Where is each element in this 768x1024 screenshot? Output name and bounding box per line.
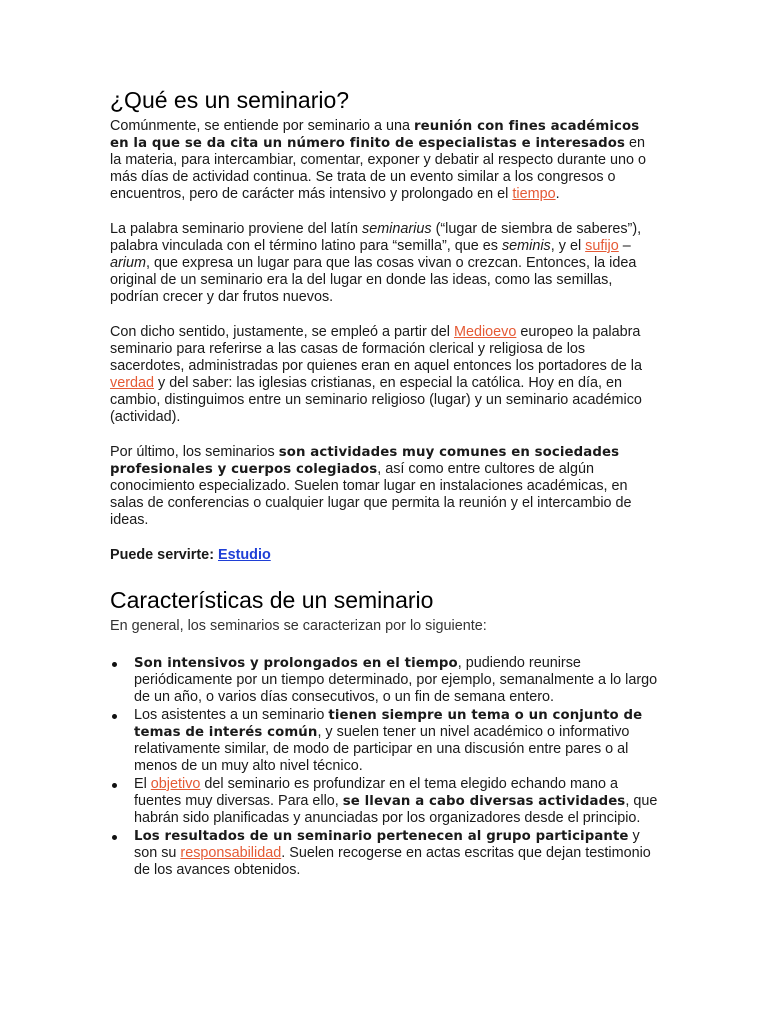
text-run: y son su bbox=[134, 828, 640, 861]
text-run: , y suelen tener un nivel académico o informativo relativamente similar, de modo de participar en una discusión entre pares o al menos de un muy alto nivel técnico. bbox=[134, 724, 630, 774]
italic-text: seminarius bbox=[362, 221, 432, 237]
paragraph-intro: En general, los seminarios se caracterizan por lo siguiente: bbox=[110, 618, 487, 634]
see-also bbox=[110, 547, 658, 564]
bold-text: Los resultados de un seminario pertenecen al grupo participante bbox=[134, 829, 629, 844]
link-medioevo[interactable]: Medioevo bbox=[453, 324, 517, 340]
link-responsabilidad[interactable]: responsabilidad bbox=[180, 845, 282, 861]
text-run: del seminario es profundizar en el tema elegido echando mano a fuentes muy diversas. Para ello, bbox=[134, 776, 618, 809]
bold-text: reunión con fines académicos en la que se da cita un número finito de especialistas e interesados bbox=[110, 119, 640, 151]
bold-text: son actividades muy comunes en sociedades profesionales y cuerpos colegiados bbox=[110, 445, 620, 477]
text-run: . bbox=[555, 186, 560, 202]
text-run: Comúnmente, se entiende por seminario a una bbox=[110, 118, 414, 134]
section-heading-que-es: ¿Qué es un seminario? bbox=[110, 87, 350, 113]
text-run: . Suelen recogerse en actas escritas que dejan testimonio de los avances obtenidos. bbox=[134, 845, 651, 878]
text-run: , que habrán sido planificadas y anunciadas por los organizadores desde el principio. bbox=[134, 793, 658, 826]
list-item bbox=[110, 776, 658, 827]
text-run: , pudiendo reunirse periódicamente por un tiempo determinado, por ejemplo, semanalmente a lo largo de un año, o varios días consecutivos, o un fin de semana entero. bbox=[134, 655, 658, 705]
text-run: y del saber: las iglesias cristianas, en especial la católica. Hoy en día, en cambio, distinguimos entre un seminario religioso (lugar) y un seminario académico (actividad). bbox=[110, 375, 642, 425]
text-run: europeo la palabra seminario para referirse a las casas de formación clerical y religiosa de los sacerdotes, administradas por quienes eran en aquel entonces los portadores de la bbox=[110, 324, 642, 374]
paragraph-etymology bbox=[110, 221, 658, 306]
link-tiempo[interactable]: tiempo bbox=[512, 186, 556, 202]
bullet-icon bbox=[112, 783, 117, 788]
text-run: , así como entre cultores de algún conocimiento especializado. Suelen tomar lugar en instalaciones académicas, en salas de conferencias o cualquier lugar que permita la reunión y el intercambio de ideas. bbox=[110, 461, 632, 528]
text-run: Por último, los seminarios bbox=[110, 444, 279, 460]
text-run: Con dicho sentido, justamente, se empleó a partir del bbox=[110, 324, 454, 340]
italic-text: arium bbox=[110, 255, 146, 271]
list-item bbox=[110, 828, 658, 879]
see-also-label: Puede servirte: bbox=[110, 547, 218, 563]
bullet-icon bbox=[112, 662, 117, 667]
bullet-icon bbox=[112, 714, 117, 719]
text-run: , que expresa un lugar para que las cosas vivan o crezcan. Entonces, la idea original de un seminario era la del lugar en donde las ideas, como las semillas, podrían crecer y dar frutos nuevos. bbox=[110, 255, 637, 305]
section-heading-caracteristicas: Características de un seminario bbox=[110, 587, 434, 613]
text-run: Los asistentes a un seminario bbox=[134, 707, 329, 723]
link-objetivo[interactable]: objetivo bbox=[150, 776, 201, 792]
list-item bbox=[110, 655, 658, 706]
text-run: El bbox=[134, 776, 151, 792]
document-page bbox=[110, 86, 658, 880]
bullet-icon bbox=[112, 835, 117, 840]
link-estudio[interactable]: Estudio bbox=[217, 547, 271, 563]
characteristics-list bbox=[110, 655, 658, 879]
paragraph-history bbox=[110, 324, 658, 426]
bold-text: Son intensivos y prolongados en el tiempo bbox=[134, 656, 458, 671]
italic-text: seminis bbox=[501, 238, 551, 254]
text-run: , y el bbox=[550, 238, 586, 254]
list-item bbox=[110, 707, 658, 775]
text-run: en la materia, para intercambiar, comentar, exponer y debatir al respecto durante uno o más días de actividad continua. Se trata de un evento similar a los congresos o encuentros, pero de carácter más intensivo y prolongado en el bbox=[110, 135, 646, 202]
paragraph-usage bbox=[110, 444, 658, 529]
text-run: La palabra seminario proviene del latín bbox=[110, 221, 362, 237]
link-sufijo[interactable]: sufijo bbox=[585, 238, 619, 254]
text-run: (“lugar de siembra de saberes”), palabra vinculada con el término latino para “semilla”, que es bbox=[110, 221, 642, 254]
text-run: – bbox=[618, 238, 631, 254]
link-verdad[interactable]: verdad bbox=[110, 375, 155, 391]
bold-text: tienen siempre un tema o un conjunto de temas de interés común bbox=[134, 708, 643, 740]
bold-text: se llevan a cabo diversas actividades bbox=[342, 794, 626, 809]
paragraph-definition bbox=[110, 118, 658, 203]
